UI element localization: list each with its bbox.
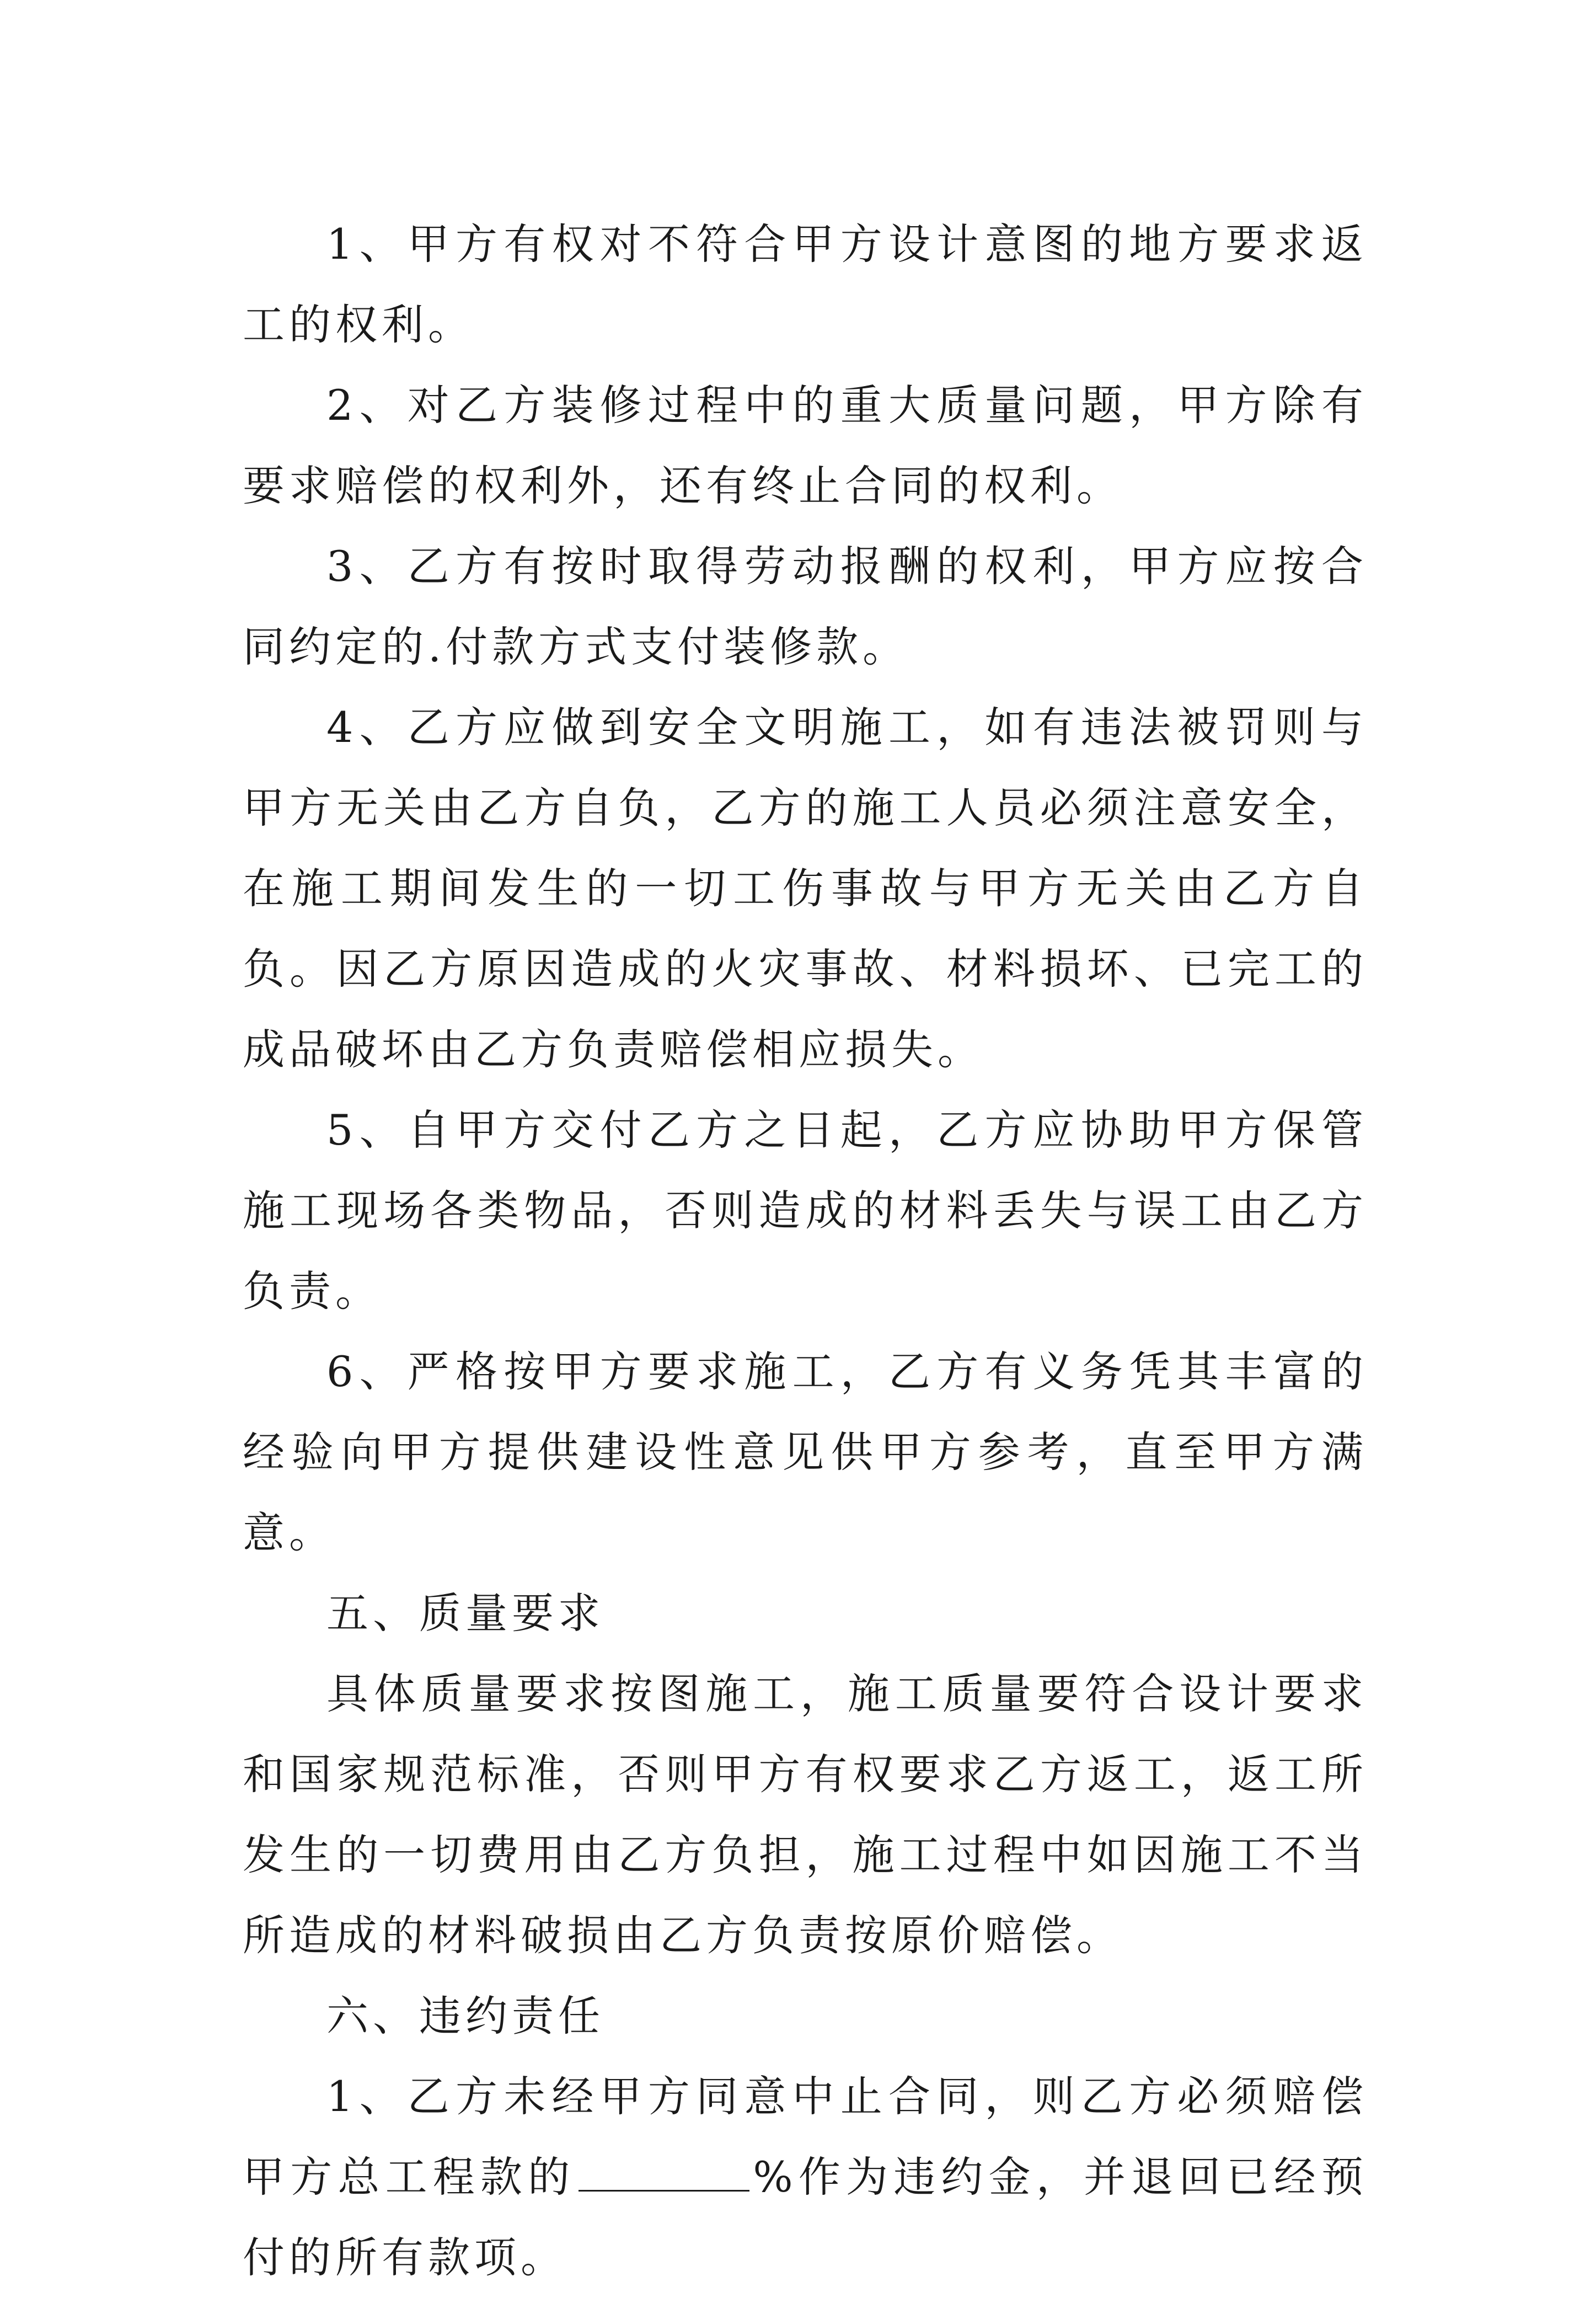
fill-in-blank: [579, 2155, 749, 2192]
quality-paragraph: 具体质量要求按图施工，施工质量要符合设计要求和国家规范标准，否则甲方有权要求乙方返工，返工所发生的一切费用由乙方负担，施工过程中如因施工不当所造成的材料破损由乙方负责按原价赔偿。: [243, 1669, 1368, 1960]
breach-paragraph: [243, 2056, 1368, 2298]
section-heading-quality: 五、质量要求: [326, 1589, 604, 1638]
clause-paragraph: 2、对乙方装修过程中的重大质量问题，甲方除有要求赔偿的权利外，还有终止合同的权利。: [243, 381, 1368, 510]
clause-paragraph: 1、甲方有权对不符合甲方设计意图的地方要求返工的权利。: [243, 220, 1368, 349]
breach-text-after: %作为违约金，并退回已经预付的所有款项。: [243, 2152, 1368, 2282]
clause-paragraph: 4、乙方应做到安全文明施工，如有违法被罚则与甲方无关由乙方自负，乙方的施工人员必须注意安全，在施工期间发生的一切工伤事故与甲方无关由乙方自负。因乙方原因造成的火灾事故、材料损坏、已完工的成品破坏由乙方负责赔偿相应损失。: [243, 703, 1368, 1074]
clause-paragraph: 3、乙方有按时取得劳动报酬的权利，甲方应按合同约定的.付款方式支付装修款。: [243, 542, 1368, 671]
breach-text-before: 1、乙方未经甲方同意中止合同，则乙方必须赔偿甲方总工程款的: [243, 2072, 1368, 2201]
document-body: [243, 204, 1368, 2298]
clause-paragraph: 6、严格按甲方要求施工，乙方有义务凭其丰富的经验向甲方提供建设性意见供甲方参考，直至甲方满意。: [243, 1347, 1368, 1557]
clause-paragraph: 5、自甲方交付乙方之日起，乙方应协助甲方保管施工现场各类物品，否则造成的材料丢失与误工由乙方负责。: [243, 1105, 1368, 1316]
section-heading-breach: 六、违约责任: [326, 1991, 604, 2040]
